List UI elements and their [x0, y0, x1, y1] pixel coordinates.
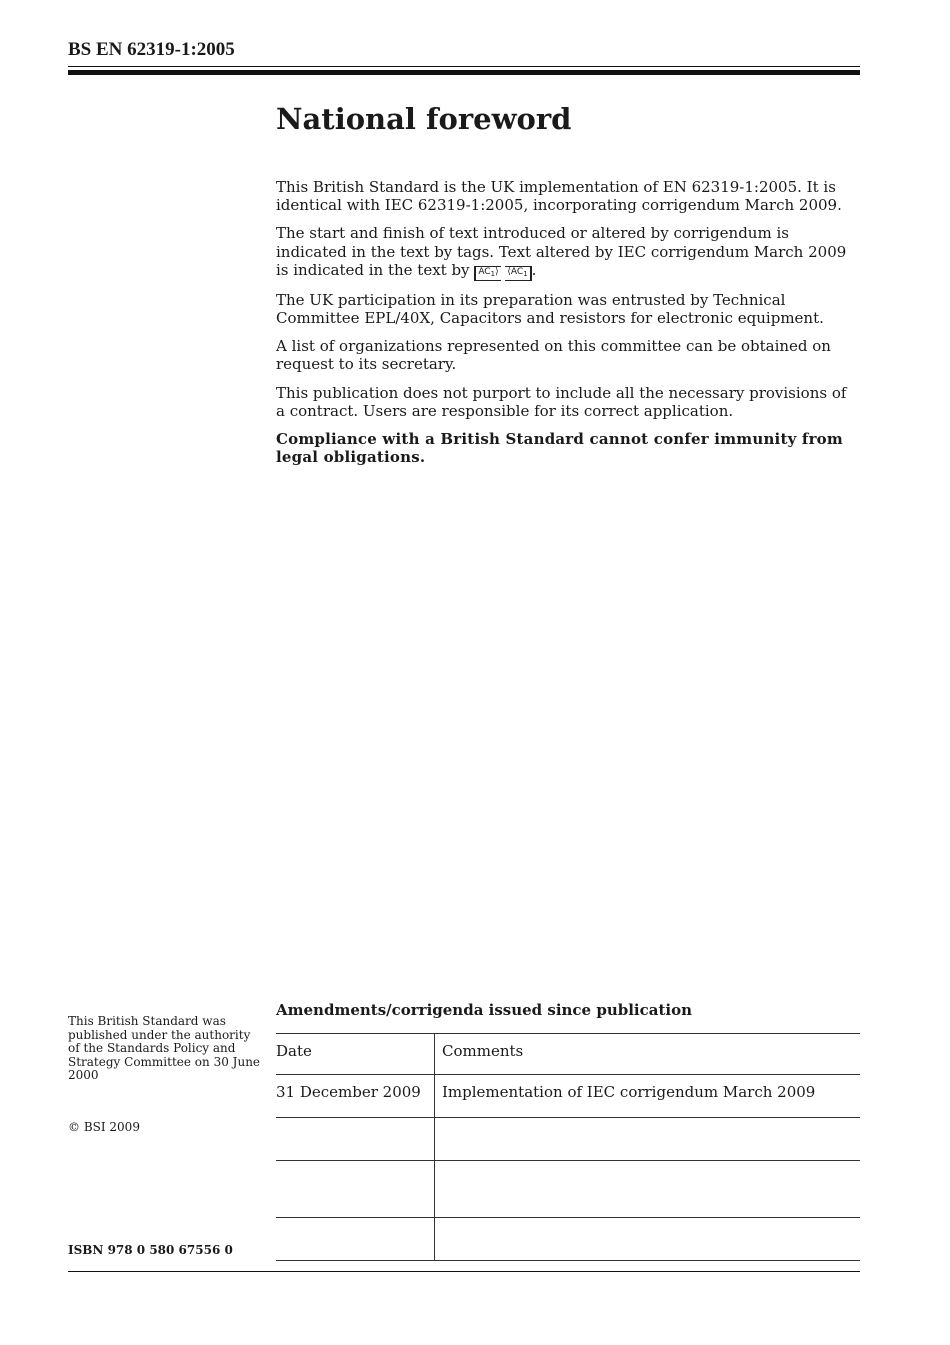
copyright-notice: © BSI 2009 [68, 1120, 140, 1134]
date-column-cell [276, 1034, 435, 1074]
header-rule-thick [68, 70, 860, 75]
amendments-title: Amendments/corrigenda issued since publication [276, 1001, 692, 1019]
comments-column-header: Comments [442, 1042, 524, 1060]
foreword-paragraph-1: This British Standard is the UK implementation of EN 62319-1:2005. It is identical with IEC 62319-1:2005, incorporating corrigendum March 2009. [276, 178, 842, 215]
date-cell [276, 1218, 435, 1260]
document-id: BS EN 62319-1:2005 [68, 39, 235, 60]
date-cell [276, 1161, 435, 1217]
table-row [276, 1160, 860, 1217]
isbn: ISBN 978 0 580 67556 0 [68, 1243, 233, 1257]
ac-start-tag-label: AC [478, 266, 491, 277]
amendments-header-row [276, 1033, 860, 1074]
foreword-body [276, 178, 848, 476]
table-row [276, 1074, 860, 1117]
date-cell [276, 1118, 435, 1160]
ac-end-tag-number: 1 [523, 269, 528, 278]
table-row [276, 1217, 860, 1261]
table-row [276, 1117, 860, 1160]
date-cell [276, 1075, 435, 1117]
amendment-comment: Implementation of IEC corrigendum March 2009 [442, 1083, 816, 1101]
date-column-header: Date [276, 1042, 312, 1060]
ac-start-tag-icon: $AC_1⟩$ [474, 266, 500, 281]
foreword-paragraph-4: A list of organizations represented on this committee can be obtained on request to its secretary. [276, 337, 831, 374]
ac-end-tag-label: AC [510, 266, 524, 277]
foreword-paragraph-5: This publication does not purport to include all the necessary provisions of a contract. Users are responsible for its correct application. [276, 383, 847, 420]
amendment-date: 31 December 2009 [276, 1083, 421, 1101]
foreword-paragraph-3: The UK participation in its preparation was entrusted by Technical Committee EPL/40X, Capacitors and resistors for electronic equipment. [276, 290, 824, 328]
ac-end-tag-icon: $⟨AC_1$ [505, 266, 531, 281]
footer-rule [68, 1271, 860, 1272]
publication-note: This British Standard was published under the authority of the Standards Policy and Strategy Committee on 30 June 2000 [68, 1014, 261, 1082]
amendments-table [276, 1033, 860, 1261]
ac-start-tag-number: 1 [490, 269, 496, 278]
foreword-paragraph-2 [276, 224, 848, 280]
foreword-paragraph-2-end: . [531, 260, 537, 279]
page-title: National foreword [276, 102, 572, 136]
compliance-statement: Compliance with a British Standard cannot confer immunity from legal obligations. [276, 430, 843, 467]
header-rule-thin [68, 66, 860, 67]
foreword-paragraph-2-text: The start and finish of text introduced or altered by corrigendum is indicated in the text by tags. Text altered by IEC corrigendum March 2009 is indicated in the text by [276, 224, 847, 279]
